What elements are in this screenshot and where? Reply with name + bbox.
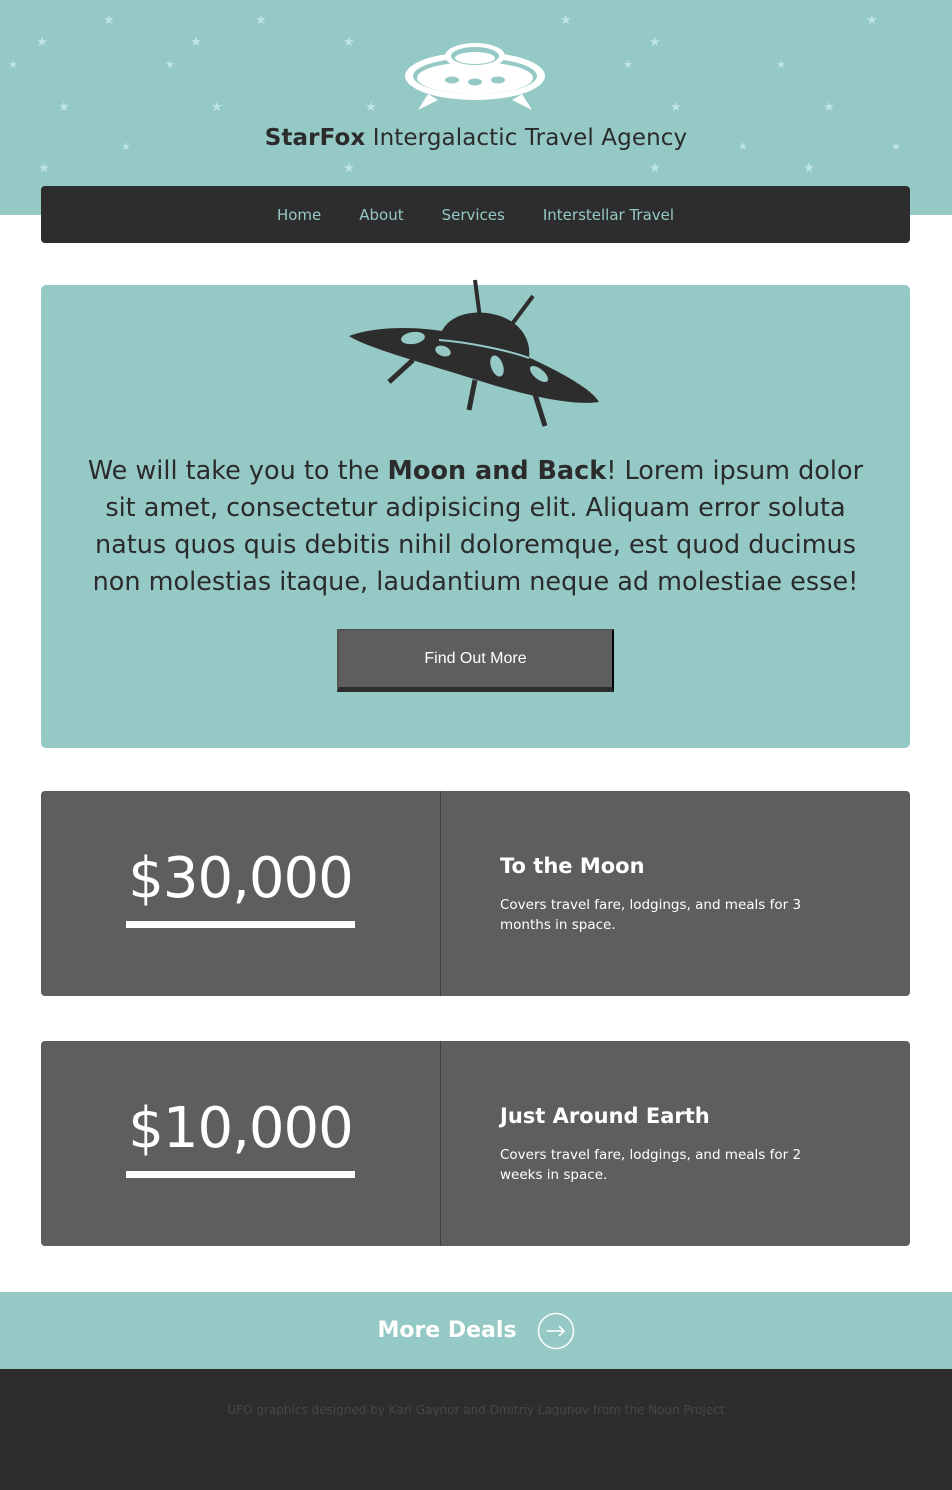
hero-text-highlight: Moon and Back bbox=[387, 456, 607, 486]
hero-text-body: ! Lorem ipsum dolor sit amet, consectetur adipisicing elit. Aliquam error soluta natus quos quis debitis nihil doloremque, est quod ducimus non molestias itaque, laudantium neque ad molestiae esse! bbox=[92, 456, 864, 597]
deal-card bbox=[41, 791, 910, 996]
svg-text:★: ★ bbox=[866, 13, 878, 28]
svg-text:★: ★ bbox=[649, 161, 661, 176]
ufo-logo-icon bbox=[404, 42, 547, 112]
svg-text:★: ★ bbox=[560, 13, 572, 28]
svg-text:★: ★ bbox=[8, 58, 18, 71]
deal-price: $30,000 bbox=[128, 846, 353, 911]
footer-credit: UFO graphics designed by Kari Gaynor and Dmitriy Lagunov from the Noun Project bbox=[227, 1403, 725, 1417]
deal-divider bbox=[440, 791, 441, 996]
brand-name-rest: Intergalactic Travel Agency bbox=[365, 125, 688, 151]
svg-text:★: ★ bbox=[803, 161, 815, 176]
nav-item-interstellar-travel[interactable]: Interstellar Travel bbox=[542, 205, 675, 224]
svg-text:★: ★ bbox=[823, 100, 835, 115]
nav-item-home[interactable]: Home bbox=[276, 205, 322, 224]
flying-saucer-icon bbox=[347, 278, 601, 428]
nav-item-about[interactable]: About bbox=[359, 205, 404, 224]
deal-description: Covers travel fare, lodgings, and meals for 3 months in space. bbox=[500, 897, 802, 933]
deal-price: $10,000 bbox=[128, 1096, 353, 1161]
svg-text:★: ★ bbox=[343, 35, 355, 50]
find-out-more-button[interactable]: Find Out More bbox=[337, 629, 614, 692]
deal-card bbox=[41, 1041, 910, 1246]
svg-text:★: ★ bbox=[738, 140, 748, 153]
svg-text:★: ★ bbox=[649, 35, 661, 50]
deal-name: Just Around Earth bbox=[500, 1104, 710, 1128]
main-nav bbox=[41, 186, 910, 243]
svg-text:★: ★ bbox=[670, 100, 682, 115]
svg-text:★: ★ bbox=[190, 35, 202, 50]
price-underline bbox=[126, 1171, 355, 1178]
svg-text:★: ★ bbox=[38, 161, 50, 176]
more-deals-band bbox=[0, 1292, 952, 1369]
svg-text:★: ★ bbox=[58, 100, 70, 115]
svg-text:★: ★ bbox=[103, 13, 115, 28]
header-band bbox=[0, 0, 952, 215]
nav-item-services[interactable]: Services bbox=[441, 205, 505, 224]
svg-text:★: ★ bbox=[255, 13, 267, 28]
svg-text:★: ★ bbox=[343, 161, 355, 176]
hero-text-lead: We will take you to the bbox=[87, 456, 388, 486]
svg-text:★: ★ bbox=[121, 140, 131, 153]
hero-text bbox=[81, 453, 870, 601]
svg-text:★: ★ bbox=[211, 100, 223, 115]
hero-panel bbox=[41, 285, 910, 748]
arrow-right-circle-icon[interactable] bbox=[537, 1312, 575, 1350]
svg-text:★: ★ bbox=[776, 58, 786, 71]
price-underline bbox=[126, 921, 355, 928]
brand-name-bold: StarFox bbox=[264, 125, 366, 151]
deal-divider bbox=[440, 1041, 441, 1246]
svg-text:★: ★ bbox=[36, 35, 48, 50]
site-title bbox=[0, 125, 952, 151]
deal-description: Covers travel fare, lodgings, and meals for 2 weeks in space. bbox=[500, 1147, 802, 1183]
more-deals-link[interactable]: More Deals bbox=[377, 1318, 517, 1343]
svg-text:★: ★ bbox=[891, 140, 901, 153]
svg-text:★: ★ bbox=[165, 58, 175, 71]
footer bbox=[0, 1369, 952, 1490]
svg-text:★: ★ bbox=[365, 100, 377, 115]
deal-name: To the Moon bbox=[500, 854, 645, 878]
svg-text:★: ★ bbox=[623, 58, 633, 71]
